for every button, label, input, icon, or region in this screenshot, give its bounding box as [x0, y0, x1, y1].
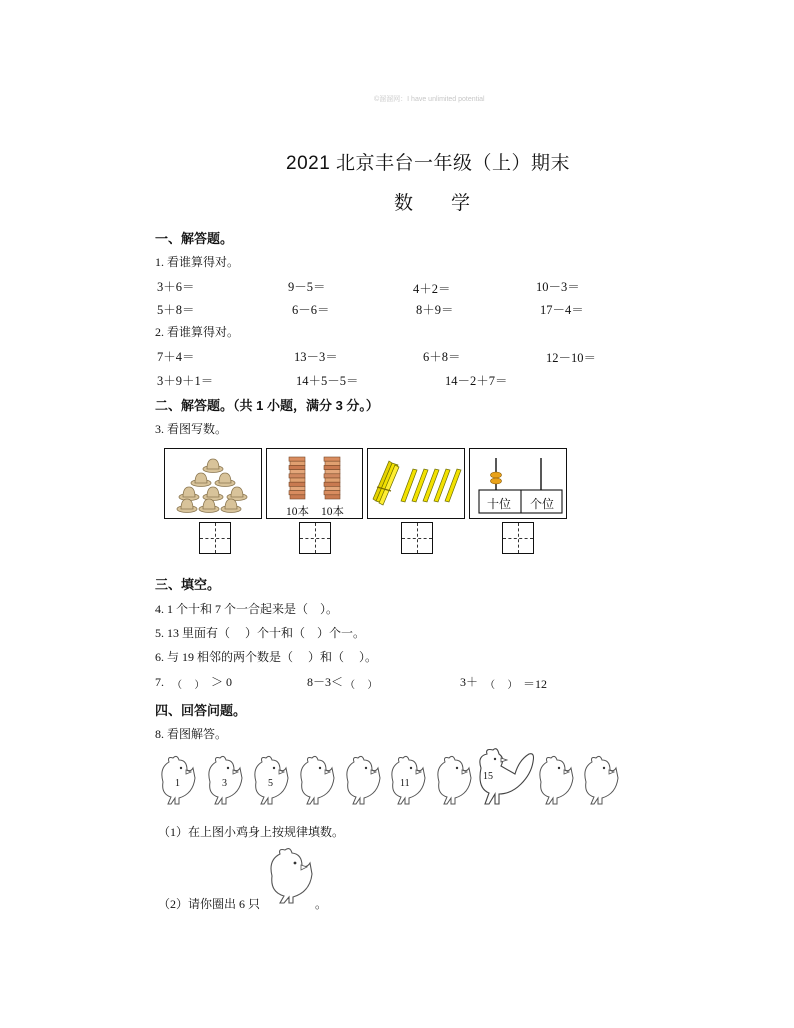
answer-box[interactable] — [502, 522, 534, 554]
book-stack-icon — [267, 449, 362, 501]
book-label: 10本 — [321, 506, 344, 518]
chick-icon — [438, 756, 471, 804]
watermark: ©溜溜网：I have unlimited potential — [374, 96, 485, 103]
sub-question-2: （2）请你圈出 6 只 — [158, 897, 261, 911]
subject-title: 数 学 — [394, 193, 471, 214]
chick-number: 3 — [222, 778, 227, 789]
book-label: 10本 — [286, 506, 309, 518]
question-8-label: 8. 看图解答。 — [155, 727, 228, 741]
equation: 6＋8＝ — [423, 350, 461, 364]
question-7-number: 7. — [155, 675, 164, 689]
equation: 9－5＝ — [288, 280, 326, 294]
equation: 7＋4＝ — [157, 350, 195, 364]
blank-paren: （ ） — [172, 680, 205, 691]
equation: 12－10＝ — [546, 351, 597, 365]
equation: 14＋5－5＝ — [296, 374, 359, 388]
comparison-text: ＞ 0 — [211, 675, 233, 689]
question-4: 4. 1 个十和 7 个一合起来是（ ）。 — [155, 602, 339, 616]
equation: 14－2＋7＝ — [445, 374, 508, 388]
sub-question-1: （1）在上图小鸡身上按规律填数。 — [158, 825, 345, 839]
question-1-label: 1. 看谁算得对。 — [155, 255, 240, 269]
sticks-picture — [367, 448, 465, 519]
equation-text: ＝12 — [523, 677, 548, 691]
hats-picture — [164, 448, 262, 519]
chick-icon — [540, 756, 573, 804]
section-3-heading: 三、填空。 — [155, 577, 221, 592]
blank-paren: （ ） — [485, 680, 518, 691]
comparison-text: 8－3＜ — [307, 675, 344, 689]
ones-place-label: 个位 — [530, 497, 555, 511]
hats-icon — [165, 449, 261, 518]
equation: 17－4＝ — [540, 303, 584, 317]
chick-number: 5 — [268, 778, 273, 789]
blank-paren: （ ） — [345, 680, 378, 691]
equation: 5＋8＝ — [157, 303, 195, 317]
equation: 10－3＝ — [536, 280, 580, 294]
equation: 13－3＝ — [294, 350, 338, 364]
books-picture — [266, 448, 363, 519]
equation: 4＋2＝ — [413, 282, 451, 296]
equation: 6－6＝ — [292, 303, 330, 317]
section-1-heading: 一、解答题。 — [155, 231, 234, 246]
chick-number: 1 — [175, 778, 180, 789]
page-title: 2021 北京丰台一年级（上）期末 — [286, 153, 571, 174]
answer-box[interactable] — [401, 522, 433, 554]
question-2-label: 2. 看谁算得对。 — [155, 325, 240, 339]
question-3-label: 3. 看图写数。 — [155, 422, 228, 436]
section-2-heading: 二、解答题。（共 1 小题，满分 3 分。） — [155, 398, 379, 413]
chick-icon — [585, 756, 618, 804]
chick-icon — [301, 756, 334, 804]
chick-icon — [266, 848, 318, 904]
equation: 3＋9＋1＝ — [157, 374, 214, 388]
abacus-picture — [469, 448, 567, 519]
chick-icon — [347, 756, 380, 804]
sticks-icon — [368, 449, 464, 518]
question-6: 6. 与 19 相邻的两个数是（ ）和（ ）。 — [155, 650, 378, 664]
equation: 3＋6＝ — [157, 280, 195, 294]
tens-place-label: 十位 — [487, 497, 512, 511]
chick-number: 11 — [400, 778, 410, 789]
sub-question-2-end: 。 — [315, 897, 328, 911]
answer-box[interactable] — [299, 522, 331, 554]
equation: 8＋9＝ — [416, 303, 454, 317]
answer-box[interactable] — [199, 522, 231, 554]
section-4-heading: 四、回答问题。 — [155, 703, 247, 718]
rooster-number: 15 — [483, 771, 493, 782]
question-5: 5. 13 里面有（ ）个十和（ ）个一。 — [155, 626, 366, 640]
equation-text: 3＋ — [460, 675, 479, 689]
